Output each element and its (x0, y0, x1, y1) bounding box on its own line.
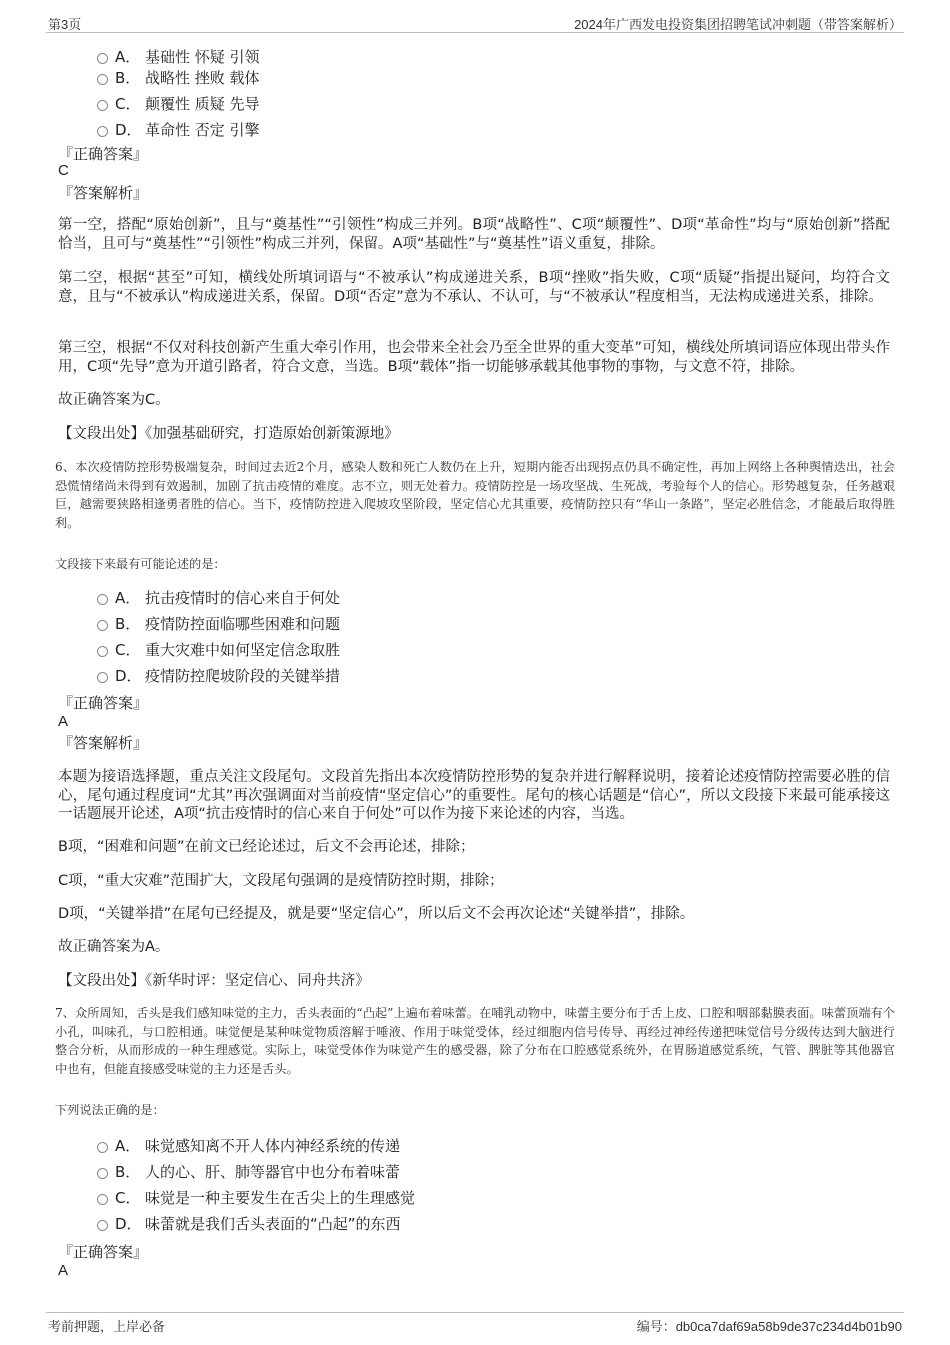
footer-slogan: 考前押题，上岸必备 (48, 1320, 166, 1335)
q6-analysis-p4: D项，“关键举措”在尾句已经提及，就是要“坚定信心”，所以后文不会再次论述“关键举措”，排除。 (58, 906, 695, 922)
page-header (46, 10, 904, 33)
radio-icon[interactable] (97, 100, 108, 111)
q7-question-text: 7、众所周知，舌头是我们感知味觉的主力，舌头表面的“凸起”上遍布着味蕾。在哺乳动物中，味蕾主要分布于舌上皮、口腔和咽部黏膜表面。味蕾顶端有个小孔，叫味孔，与口腔相通。味觉便是某种味觉物质溶解于唾液、作用于味觉受体，经过细胞内信号传导、再经过神经传递把味觉信号分级传达到大脑进行整合分析，从而形成的一种生理感觉。实际上，味觉受体作为味觉产生的感受器，除了分布在口腔感觉系统外，在胃肠道感觉系统，气管、脾脏等其他器官中也有，但能直接感受味觉的主力还是舌头。 (55, 1006, 895, 1077)
radio-icon[interactable] (97, 53, 108, 64)
q5-answer-label: 『正确答案』 (58, 145, 149, 163)
q5-analysis-p1: 第一空，搭配“原始创新”，且与“奠基性”“引领性”构成三并列。B项“战略性”、C项“颠覆性”、D项“革命性”均与“原始创新”搭配恰当，且可与“奠基性”“引领性”构成三并列，保留。A项“基础性”与“奠基性”语义重复，排除。 (58, 217, 890, 252)
radio-icon[interactable] (97, 126, 108, 137)
q6-answer-label: 『正确答案』 (58, 694, 149, 712)
q5-source: 【文段出处】《加强基础研究，打造原始创新策源地》 (58, 426, 399, 442)
radio-icon[interactable] (97, 74, 108, 85)
q7-answer: A (58, 1262, 69, 1279)
q7-answer-label: 『正确答案』 (58, 1243, 149, 1261)
q6-prompt: 文段接下来最有可能论述的是： (55, 557, 226, 571)
q6-question-text: 6、本次疫情防控形势极端复杂，时间过去近2个月，感染人数和死亡人数仍在上升，短期内能否出现拐点仍具不确定性，再加上网络上各种舆情迭出，社会恐慌情绪尚未得到有效遏制，加剧了抗击疫情的难度。志不立，则无处着力。疫情防控是一场攻坚战、生死战，考验每个人的信心。形势越复杂，任务越艰巨，越需要狭路相逢勇者胜的信心。当下，疫情防控进入爬坡攻坚阶段，坚定信心尤其重要，疫情防控只有“华山一条路”，坚定必胜信念，才能最后取得胜利。 (55, 460, 895, 531)
radio-icon[interactable] (97, 1220, 108, 1231)
radio-icon[interactable] (97, 1194, 108, 1205)
radio-icon[interactable] (97, 594, 108, 605)
radio-icon[interactable] (97, 672, 108, 683)
q5-analysis-p3: 第三空，根据“不仅对科技创新产生重大牵引作用，也会带来全社会乃至全世界的重大变革”可知，横线处所填词语应体现出带头作用，C项“先导”意为开道引路者，符合文意，当选。B项“载体”指一切能够承载其他事物的事物，与文意不符，排除。 (58, 340, 890, 375)
q5-analysis-p2: 第二空，根据“甚至”可知，横线处所填词语与“不被承认”构成递进关系，B项“挫败”指失败，C项“质疑”指提出疑问，均符合文意，且与“不被承认”构成递进关系，保留。D项“否定”意为不承认、不认可，与“不被承认”程度相当，无法构成递进关系，排除。 (58, 270, 890, 305)
page-footer (46, 1312, 904, 1339)
radio-icon[interactable] (97, 620, 108, 631)
q6-analysis-label: 『答案解析』 (58, 734, 149, 752)
page-number: 第3页 (48, 17, 82, 32)
radio-icon[interactable] (97, 1168, 108, 1179)
q6-analysis-p3: C项，“重大灾难”范围扩大，文段尾句强调的是疫情防控时期，排除； (58, 873, 504, 889)
q6-answer: A (58, 713, 69, 730)
q6-analysis-p1: 本题为接语选择题，重点关注文段尾句。文段首先指出本次疫情防控形势的复杂并进行解释说明，接着论述疫情防控需要必胜的信心，尾句通过程度词“尤其”再次强调面对当前疫情“坚定信心”的重要性。尾句的核心话题是“信心”，所以文段接下来最可能承接这一话题展开论述，A项“抗击疫情时的信心来自于何处”可以作为接下来论述的内容，当选。 (58, 769, 890, 822)
document-title: 2024年广西发电投资集团招聘笔试冲刺题（带答案解析） (574, 17, 902, 32)
q5-answer: C (58, 162, 69, 179)
q7-prompt: 下列说法正确的是： (55, 1103, 165, 1117)
q6-analysis-p5: 故正确答案为A。 (58, 939, 170, 955)
q5-analysis-p4: 故正确答案为C。 (58, 392, 170, 408)
q6-source: 【文段出处】《新华时评：坚定信心、同舟共济》 (58, 973, 370, 989)
q6-analysis-p2: B项，“困难和问题”在前文已经论述过，后文不会再论述，排除； (58, 839, 475, 855)
radio-icon[interactable] (97, 646, 108, 657)
q5-analysis-label: 『答案解析』 (58, 184, 149, 202)
radio-icon[interactable] (97, 1142, 108, 1153)
document-code: 编号：db0ca7daf69a58b9de37c234d4b01b90 (636, 1319, 902, 1334)
